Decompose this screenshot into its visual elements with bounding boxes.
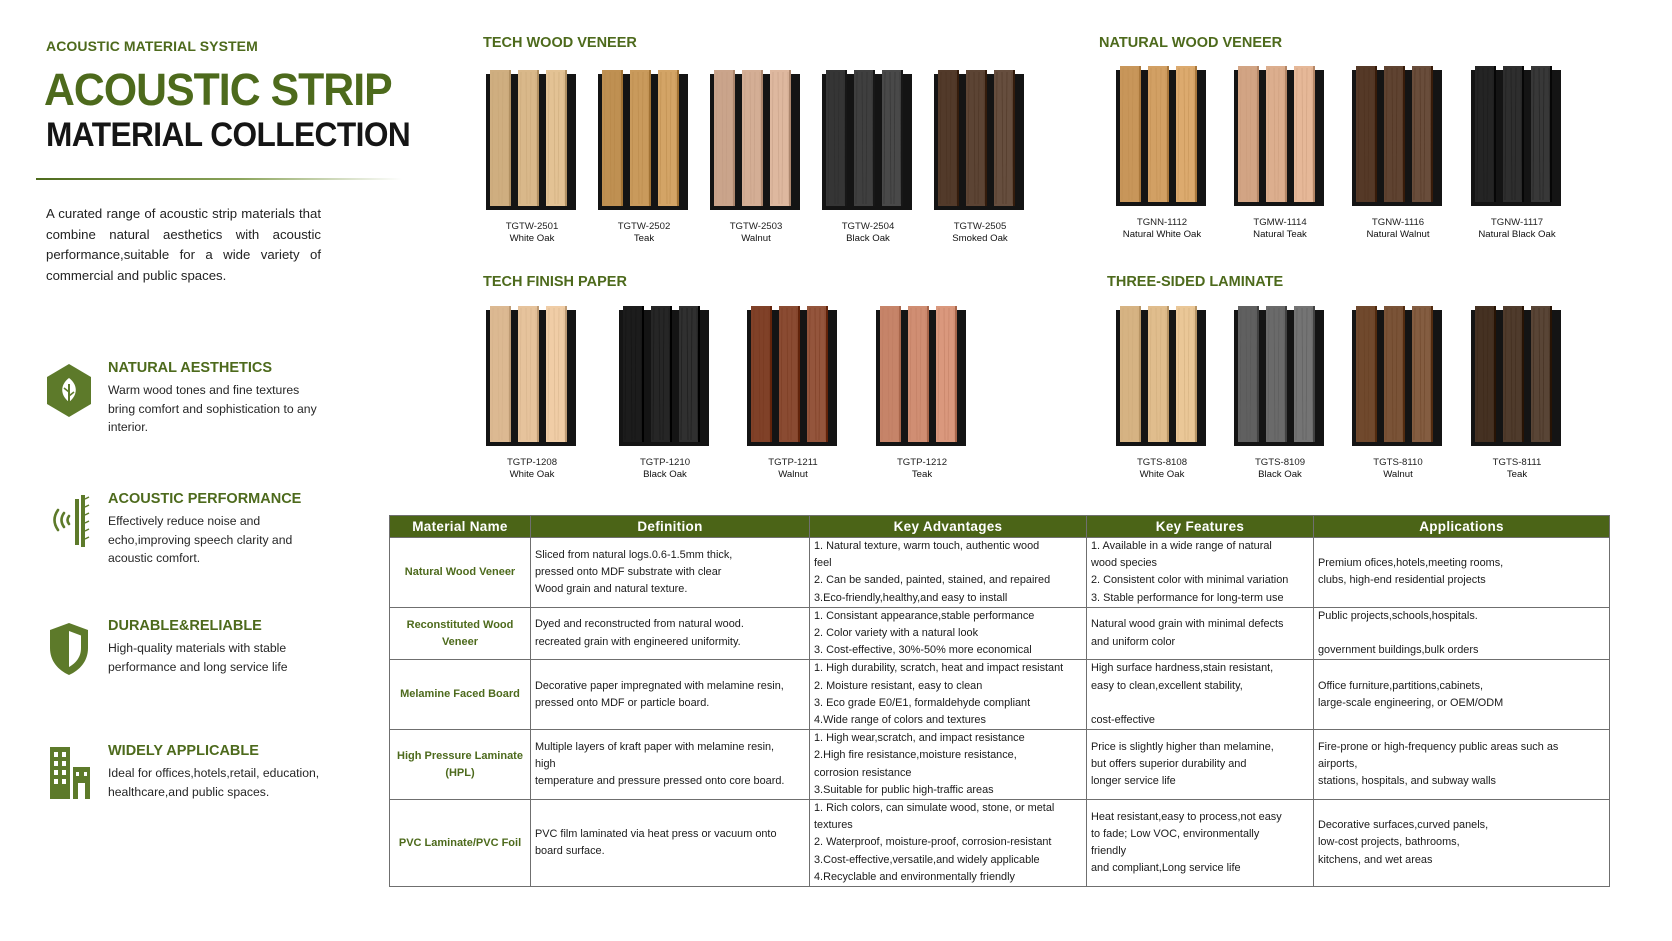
cell-line: 1. Available in a wide range of natural [1091, 540, 1272, 552]
header-definition: Definition [531, 516, 810, 538]
table-row [390, 660, 1610, 730]
swatch-name: Teak [1506, 469, 1528, 480]
swatch-code: TGMW-1114 [1253, 217, 1307, 228]
cell-line: 3. Eco grade E0/E1, formaldehyde compliant [814, 696, 1031, 709]
acoustic-strip-sample [484, 70, 580, 212]
swatch-name: Natural White Oak [1122, 229, 1202, 240]
cell-line: recreated grain with engineered uniformity. [535, 635, 741, 648]
swatch-name: White Oak [509, 233, 555, 244]
header-material-name: Material Name [390, 516, 531, 538]
cell-definition [531, 538, 810, 608]
cell-applications [1314, 730, 1610, 800]
swatch-name: Teak [911, 469, 933, 480]
cell-applications [1314, 800, 1610, 887]
cell-line: Decorative surfaces,curved panels, [1318, 819, 1489, 832]
acoustic-strip-sample [1114, 306, 1210, 448]
table-row [390, 800, 1610, 887]
swatch-name: Black Oak [846, 233, 890, 244]
cell-line: Office furniture,partitions,cabinets, [1318, 679, 1484, 692]
cell-line: Dyed and reconstructed from natural wood. [535, 618, 744, 631]
cell-line: to fade; Low VOC, environmentally [1091, 827, 1260, 840]
swatch-tgtp-1211 [745, 306, 841, 481]
cell-line: High Pressure Laminate [397, 749, 523, 762]
swatch-code: TGTP-1211 [768, 457, 818, 468]
shield-icon [44, 620, 94, 678]
cell-line: PVC film laminated via heat press or vacuum onto [535, 827, 777, 840]
cell-applications [1314, 607, 1610, 660]
cell-line: 2. Color variety with a natural look [814, 627, 979, 640]
table-header-row [390, 516, 1610, 538]
cell-line: 4.Wide range of colors and textures [814, 714, 986, 727]
cell-name [390, 730, 531, 800]
cell-name [390, 800, 531, 887]
swatch-code: TGTS-8109 [1254, 457, 1306, 468]
acoustic-strip-sample [874, 306, 970, 448]
acoustic-strip-sample [617, 306, 713, 448]
feature-title: ACOUSTIC PERFORMANCE [108, 491, 302, 507]
cell-features [1087, 538, 1314, 608]
cell-line: 3.Eco-friendly,healthy,and easy to install [814, 591, 1008, 604]
sound-wave-panel-icon [44, 493, 94, 551]
swatch-code: TGTW-2502 [617, 221, 671, 232]
swatch-tgtw-2503 [708, 70, 804, 245]
acoustic-strip-sample [1469, 66, 1565, 208]
cell-features [1087, 660, 1314, 730]
cell-name [390, 538, 531, 608]
table-row [390, 607, 1610, 660]
acoustic-strip-sample [1469, 306, 1565, 448]
cell-line: 3.Suitable for public high-traffic areas [814, 783, 994, 796]
feature-natural-aesthetics [44, 360, 344, 450]
section-title-three-sided-laminate: THREE-SIDED LAMINATE [1107, 274, 1284, 290]
page-subtitle: MATERIAL COLLECTION [46, 116, 411, 154]
swatch-code: TGTP-1210 [639, 457, 691, 468]
cell-definition [531, 607, 810, 660]
table-row [390, 730, 1610, 800]
title-divider [36, 178, 402, 180]
left-panel [0, 0, 420, 941]
cell-line: high [535, 758, 556, 771]
cell-line: 3.Cost-effective,versatile,and widely applicable [814, 853, 1040, 866]
cell-line [1091, 695, 1309, 712]
cell-line: 2. Waterproof, moisture-proof, corrosion-resistant [814, 836, 1052, 849]
cell-line: cost-effective [1091, 714, 1155, 727]
cell-line: 1. High wear,scratch, and impact resistance [814, 732, 1025, 745]
cell-line: low-cost projects, bathrooms, [1318, 836, 1460, 849]
swatch-tgnw-1117 [1469, 66, 1565, 241]
cell-line: 4.Recyclable and environmentally friendly [814, 870, 1015, 883]
swatch-tgtw-2501 [484, 70, 580, 245]
swatch-name: White Oak [509, 469, 555, 480]
cell-line: board surface. [535, 845, 605, 858]
swatch-tgtp-1208 [484, 306, 580, 481]
leaf-hexagon-icon [44, 362, 94, 420]
swatch-tgtp-1210 [617, 306, 713, 481]
cell-features [1087, 730, 1314, 800]
swatch-tgtw-2502 [596, 70, 692, 245]
swatch-tgmw-1114 [1232, 66, 1328, 241]
feature-acoustic-performance [44, 491, 344, 581]
cell-line: 2. Can be sanded, painted, stained, and repaired [814, 574, 1051, 587]
cell-line: government buildings,bulk orders [1318, 644, 1479, 657]
buildings-icon [44, 745, 94, 803]
cell-line: Veneer [441, 635, 479, 648]
cell-line: Natural Wood Veneer [404, 565, 516, 578]
swatch-code: TGTW-2503 [729, 221, 783, 232]
cell-line: kitchens, and wet areas [1318, 853, 1433, 866]
cell-line: wood species [1091, 557, 1157, 570]
cell-name [390, 660, 531, 730]
acoustic-strip-sample [1232, 66, 1328, 208]
cell-line: Fire-prone or high-frequency public areas such as [1318, 740, 1559, 753]
cell-advantages [810, 607, 1087, 660]
swatch-tgtp-1212 [874, 306, 970, 481]
cell-line: 1. Rich colors, can simulate wood, stone, or metal [814, 802, 1055, 815]
feature-widely-applicable [44, 743, 344, 833]
section-title-tech-wood-veneer: TECH WOOD VENEER [483, 35, 637, 51]
cell-line: Heat resistant,easy to process,not easy [1091, 810, 1282, 823]
swatch-name: Natural Teak [1253, 229, 1307, 240]
acoustic-strip-sample [1350, 306, 1446, 448]
swatch-name: Walnut [741, 233, 771, 244]
section-title-tech-finish-paper: TECH FINISH PAPER [483, 274, 627, 290]
cell-line: temperature and pressure pressed onto core board. [535, 775, 785, 788]
cell-line: 2.High fire resistance,moisture resistance, [814, 749, 1017, 762]
cell-line: 3. Cost-effective, 30%-50% more economical [814, 644, 1032, 657]
swatch-tgts-8108 [1114, 306, 1210, 481]
cell-line: textures [814, 819, 853, 832]
acoustic-strip-sample [484, 306, 580, 448]
swatch-name: Black Oak [1258, 469, 1302, 480]
feature-title: DURABLE&RELIABLE [108, 618, 262, 634]
cell-line: and uniform color [1091, 635, 1176, 648]
cell-advantages [810, 660, 1087, 730]
cell-line: corrosion resistance [814, 766, 912, 779]
cell-line: 1. Consistant appearance,stable performance [814, 609, 1035, 622]
cell-line [1318, 625, 1605, 642]
cell-line: feel [814, 557, 832, 570]
cell-advantages [810, 538, 1087, 608]
cell-line: Multiple layers of kraft paper with melamine resin, [535, 740, 775, 753]
cell-line: large-scale engineering, or OEM/ODM [1318, 696, 1504, 709]
cell-definition [531, 800, 810, 887]
cell-line: longer service life [1091, 775, 1176, 788]
kicker: ACOUSTIC MATERIAL SYSTEM [46, 38, 258, 54]
cell-features [1087, 800, 1314, 887]
acoustic-strip-sample [820, 70, 916, 212]
cell-line: PVC Laminate/PVC Foil [398, 836, 522, 849]
cell-line: 2. Moisture resistant, easy to clean [814, 679, 983, 692]
feature-title: WIDELY APPLICABLE [108, 743, 259, 759]
swatch-code: TGTW-2504 [841, 221, 895, 232]
feature-title: NATURAL AESTHETICS [108, 360, 273, 376]
cell-line: but offers superior durability and [1091, 758, 1247, 771]
cell-line: 3. Stable performance for long-term use [1091, 591, 1284, 604]
swatch-name: Natural Walnut [1366, 229, 1430, 240]
header-applications: Applications [1314, 516, 1610, 538]
material-comparison-table [389, 515, 1610, 887]
header-key-advantages: Key Advantages [810, 516, 1087, 538]
feature-desc: Ideal for offices,hotels,retail, education, healthcare,and public spaces. [108, 766, 320, 799]
swatch-name: Teak [633, 233, 655, 244]
swatch-tgtw-2505 [932, 70, 1028, 245]
swatch-tgnn-1112 [1114, 66, 1210, 241]
cell-line: (HPL) [445, 766, 475, 779]
swatch-name: White Oak [1139, 469, 1185, 480]
swatch-tgts-8111 [1469, 306, 1565, 481]
swatch-code: TGTS-8111 [1492, 457, 1542, 468]
cell-line: Melamine Faced Board [400, 688, 520, 701]
cell-line: pressed onto MDF substrate with clear [535, 565, 722, 578]
feature-desc: Warm wood tones and fine textures bring comfort and sophistication to any interior. [108, 383, 317, 434]
table-row [390, 538, 1610, 608]
acoustic-strip-sample [1350, 66, 1446, 208]
cell-line: pressed onto MDF or particle board. [535, 696, 710, 709]
swatch-name: Natural Black Oak [1478, 229, 1556, 240]
cell-applications [1314, 538, 1610, 608]
cell-definition [531, 730, 810, 800]
cell-applications [1314, 660, 1610, 730]
swatch-code: TGTW-2501 [505, 221, 559, 232]
cell-advantages [810, 800, 1087, 887]
cell-line: and compliant,Long service life [1091, 862, 1241, 875]
swatch-tgnw-1116 [1350, 66, 1446, 241]
swatch-code: TGTP-1212 [896, 457, 948, 468]
swatch-code: TGTP-1208 [506, 457, 558, 468]
swatch-code: TGNW-1116 [1371, 217, 1425, 228]
cell-line: Public projects,schools,hospitals. [1318, 609, 1478, 622]
swatch-name: Black Oak [643, 469, 687, 480]
swatch-tgts-8110 [1350, 306, 1446, 481]
intro-text: A curated range of acoustic strip materials that combine natural aesthetics with acoustic performance,suitable for a wide variety of commercial and public spaces. [46, 206, 321, 283]
swatch-name: Walnut [778, 469, 808, 480]
cell-line: Premium ofices,hotels,meeting rooms, [1318, 557, 1504, 570]
cell-line: 2. Consistent color with minimal variation [1091, 574, 1289, 587]
cell-advantages [810, 730, 1087, 800]
cell-definition [531, 660, 810, 730]
header-key-features: Key Features [1087, 516, 1314, 538]
cell-line: Price is slightly higher than melamine, [1091, 740, 1274, 753]
cell-line: airports, [1318, 758, 1358, 771]
cell-line: clubs, high-end residential projects [1318, 574, 1486, 587]
acoustic-strip-sample [1232, 306, 1328, 448]
cell-line: Wood grain and natural texture. [535, 583, 688, 595]
cell-line: Reconstituted Wood [406, 618, 514, 631]
swatch-code: TGTS-8110 [1373, 457, 1423, 468]
acoustic-strip-sample [745, 306, 841, 448]
swatch-code: TGNW-1117 [1490, 217, 1544, 228]
cell-line: friendly [1091, 845, 1127, 858]
swatch-name: Walnut [1383, 469, 1413, 480]
cell-line: Sliced from natural logs.0.6-1.5mm thick, [535, 548, 733, 561]
feature-desc: Effectively reduce noise and echo,improving speech clarity and acoustic comfort. [108, 514, 293, 565]
page-title: ACOUSTIC STRIP [44, 64, 392, 115]
cell-line: High surface hardness,stain resistant, [1091, 662, 1274, 675]
section-title-natural-wood-veneer: NATURAL WOOD VENEER [1099, 35, 1283, 51]
swatch-code: TGTS-8108 [1136, 457, 1188, 468]
cell-line: 1. Natural texture, warm touch, authentic wood [814, 540, 1040, 552]
swatch-code: TGTW-2505 [953, 221, 1007, 232]
swatch-tgtw-2504 [820, 70, 916, 245]
acoustic-strip-sample [1114, 66, 1210, 208]
swatch-code: TGNN-1112 [1136, 217, 1188, 228]
cell-line: easy to clean,excellent stability, [1091, 679, 1243, 692]
acoustic-strip-sample [932, 70, 1028, 212]
cell-name [390, 607, 531, 660]
feature-desc: High-quality materials with stable performance and long service life [108, 641, 288, 674]
cell-line: Decorative paper impregnated with melamine resin, [535, 679, 784, 692]
cell-line: 1. High durability, scratch, heat and impact resistant [814, 662, 1064, 675]
acoustic-strip-sample [596, 70, 692, 212]
cell-line: stations, hospitals, and subway walls [1318, 775, 1496, 788]
swatch-name: Smoked Oak [952, 233, 1008, 244]
feature-durable-reliable [44, 618, 344, 708]
cell-line: Natural wood grain with minimal defects [1091, 618, 1284, 631]
cell-features [1087, 607, 1314, 660]
swatch-tgts-8109 [1232, 306, 1328, 481]
acoustic-strip-sample [708, 70, 804, 212]
